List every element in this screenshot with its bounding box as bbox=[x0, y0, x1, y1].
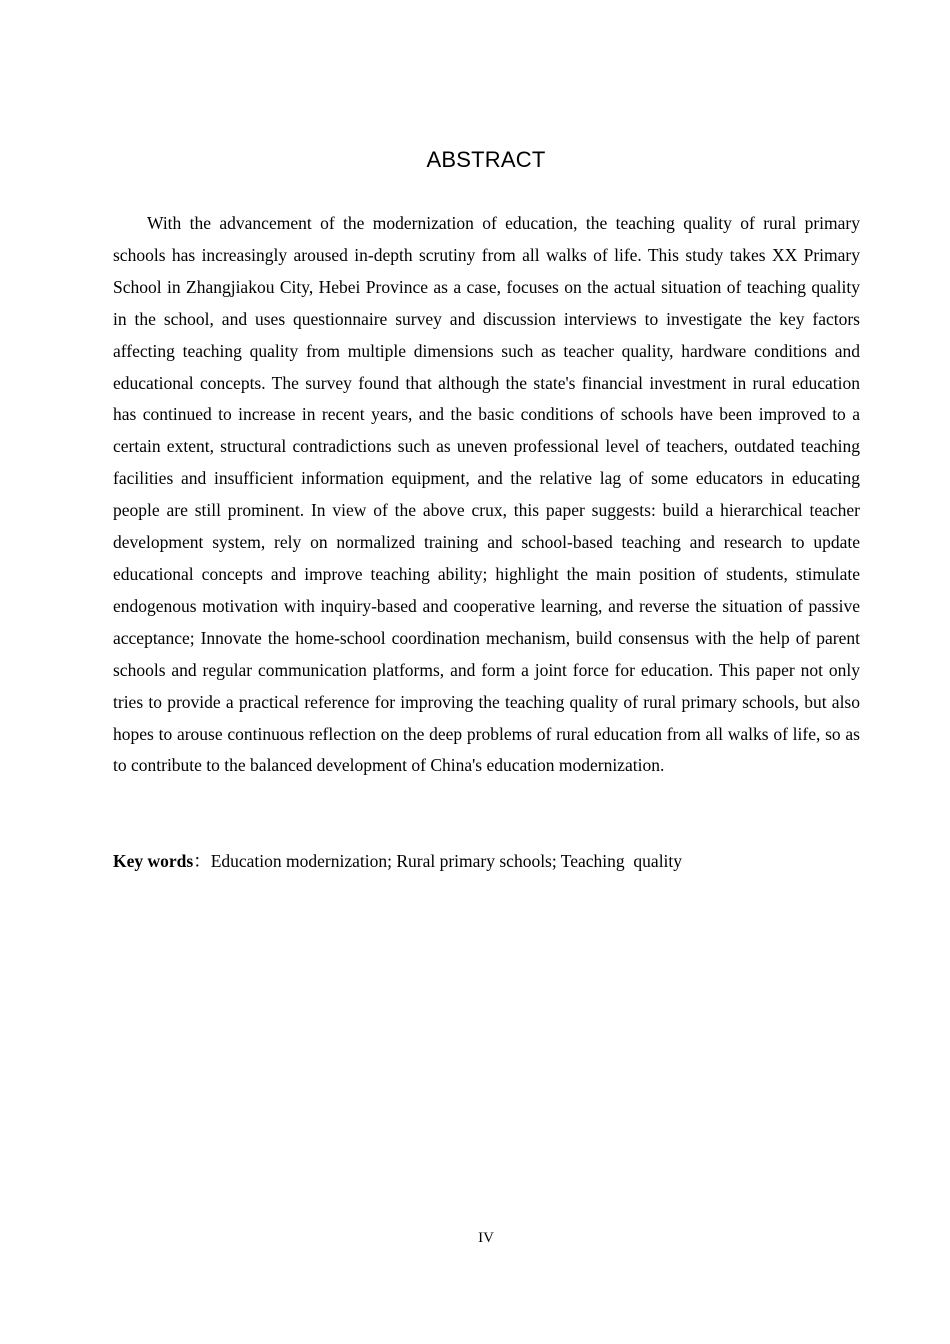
page-title: ABSTRACT bbox=[426, 147, 546, 172]
keywords-label: Key words bbox=[113, 851, 194, 871]
keywords-line bbox=[113, 846, 860, 877]
keywords-separator: ： bbox=[193, 851, 211, 871]
abstract-paragraph: With the advancement of the modernization of education, the teaching quality of rural primary schools has increasingly aroused in-depth scrutiny from all walks of life. This study takes XX Primary School in Zhangjiakou City, Hebei Province as a case, focuses on the actual situation of teaching quality in the school, and uses questionnaire survey and discussion interviews to investigate the key factors affecting teaching quality from multiple dimensions such as teacher quality, hardware conditions and educational concepts. The survey found that although the state's financial investment in rural education has continued to increase in recent years, and the basic conditions of schools have been improved to a certain extent, structural contradictions such as uneven professional level of teachers, outdated teaching facilities and insufficient information equipment, and the relative lag of some educators in educating people are still prominent. In view of the above crux, this paper suggests: build a hierarchical teacher development system, rely on normalized training and school-based teaching and research to update educational concepts and improve teaching ability; highlight the main position of students, stimulate endogenous motivation with inquiry-based and cooperative learning, and reverse the situation of passive acceptance; Innovate the home-school coordination mechanism, build consensus with the help of parent schools and regular communication platforms, and form a joint force for education. This paper not only tries to provide a practical reference for improving the teaching quality of rural primary schools, but also hopes to arouse continuous reflection on the deep problems of rural education from all walks of life, so as to contribute to the balanced development of China's education modernization. bbox=[113, 213, 860, 776]
page-number: IV bbox=[478, 1230, 494, 1246]
keywords-value: Education modernization; Rural primary schools; Teaching quality bbox=[210, 851, 683, 871]
